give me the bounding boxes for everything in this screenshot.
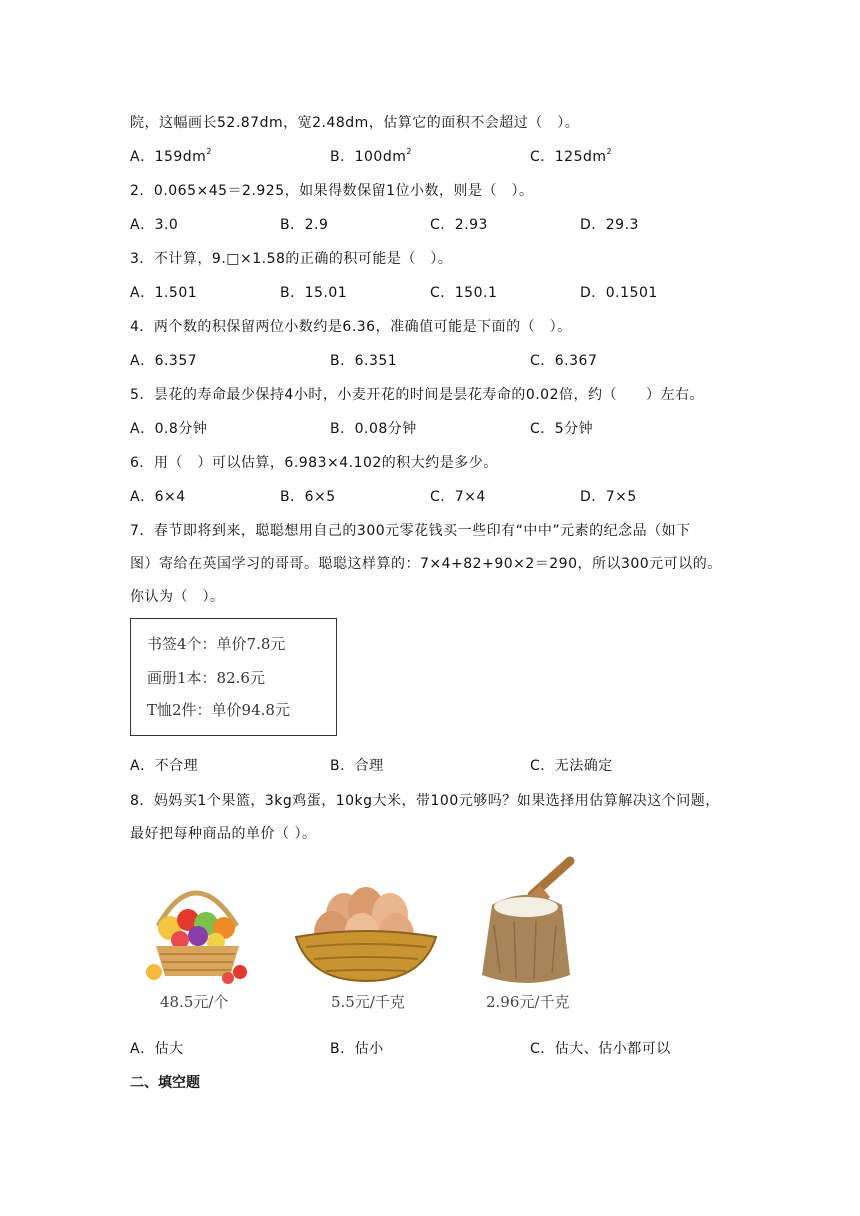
q7-option-b: B．合理 xyxy=(330,758,384,774)
price-album: 画册1本：82.6元 xyxy=(147,669,265,687)
souvenir-price-box xyxy=(130,618,337,736)
fruit-basket-image xyxy=(140,868,255,988)
q6-option-c: C．7×4 xyxy=(430,489,486,505)
question-8-stem-line-1: 8．妈妈买1个果篮，3kg鸡蛋，10kg大米，带100元够吗？如果选择用估算解决这个问题， xyxy=(130,793,720,809)
q2-option-c: C．2.93 xyxy=(430,217,488,233)
q4-option-c: C．6.367 xyxy=(530,353,598,369)
question-4-stem: 4．两个数的积保留两位小数约是6.36，准确值可能是下面的（ ）。 xyxy=(130,319,572,335)
q8-option-b: B．估小 xyxy=(330,1041,384,1057)
q4-option-a: A．6.357 xyxy=(130,353,198,369)
q1-option-a: A．$159dm^2$ xyxy=(130,147,212,165)
q5-option-c: C．5分钟 xyxy=(530,421,594,437)
price-bookmark: 书签4个：单价7.8元 xyxy=(147,635,286,653)
section-heading: 二、填空题 xyxy=(130,1075,200,1091)
egg-basket-image xyxy=(292,885,440,985)
rice-sack-image xyxy=(470,855,582,990)
question-1-stem: 院，这幅画长52.87dm，宽2.48dm，估算它的面积不会超过（ ）。 xyxy=(130,115,580,131)
question-5-stem: 5．昙花的寿命最少保持4小时，小麦开花的时间是昙花寿命的0.02倍，约（ ）左右。 xyxy=(130,387,704,403)
question-6-stem: 6．用（ ）可以估算，6.983×4.102的积大约是多少。 xyxy=(130,455,498,471)
price-tshirt: T恤2件：单价94.8元 xyxy=(147,701,290,719)
question-7-stem-line-2: 图）寄给在英国学习的哥哥。聪聪这样算的：7×4+82+90×2＝290，所以300元可以的。 xyxy=(130,556,722,572)
fruit-basket-price: 48.5元/个 xyxy=(160,993,229,1011)
q2-option-b: B．2.9 xyxy=(280,217,329,233)
q1-option-c: C．$125dm^2$ xyxy=(530,147,613,165)
q4-option-b: B．6.351 xyxy=(330,353,398,369)
rice-price: 2.96元/千克 xyxy=(486,993,570,1011)
egg-price: 5.5元/千克 xyxy=(331,993,405,1011)
q8-option-a: A．估大 xyxy=(130,1041,184,1057)
q5-option-b: B．0.08分钟 xyxy=(330,421,417,437)
q6-option-a: A．6×4 xyxy=(130,489,186,505)
question-8-stem-line-2: 最好把每种商品的单价（ ）。 xyxy=(130,826,317,842)
q3-option-c: C．150.1 xyxy=(430,285,498,301)
q2-option-d: D．29.3 xyxy=(580,217,639,233)
q7-option-c: C．无法确定 xyxy=(530,758,613,774)
q6-option-d: D．7×5 xyxy=(580,489,637,505)
q3-option-a: A．1.501 xyxy=(130,285,198,301)
question-2-stem: 2．0.065×45＝2.925，如果得数保留1位小数，则是（ ）。 xyxy=(130,183,534,199)
q2-option-a: A．3.0 xyxy=(130,217,179,233)
q6-option-b: B．6×5 xyxy=(280,489,336,505)
q3-option-b: B．15.01 xyxy=(280,285,348,301)
question-7-stem-line-1: 7．春节即将到来，聪聪想用自己的300元零花钱买一些印有“中中”元素的纪念品（如下 xyxy=(130,523,691,539)
q5-option-a: A．0.8分钟 xyxy=(130,421,208,437)
question-3-stem: 3．不计算，9.□×1.58的正确的积可能是（ ）。 xyxy=(130,251,453,267)
question-7-stem-line-3: 你认为（ ）。 xyxy=(130,589,225,605)
q8-option-c: C．估大、估小都可以 xyxy=(530,1041,671,1057)
q3-option-d: D．0.1501 xyxy=(580,285,658,301)
q1-option-b: B．$100dm^2$ xyxy=(330,147,412,165)
q7-option-a: A．不合理 xyxy=(130,758,199,774)
